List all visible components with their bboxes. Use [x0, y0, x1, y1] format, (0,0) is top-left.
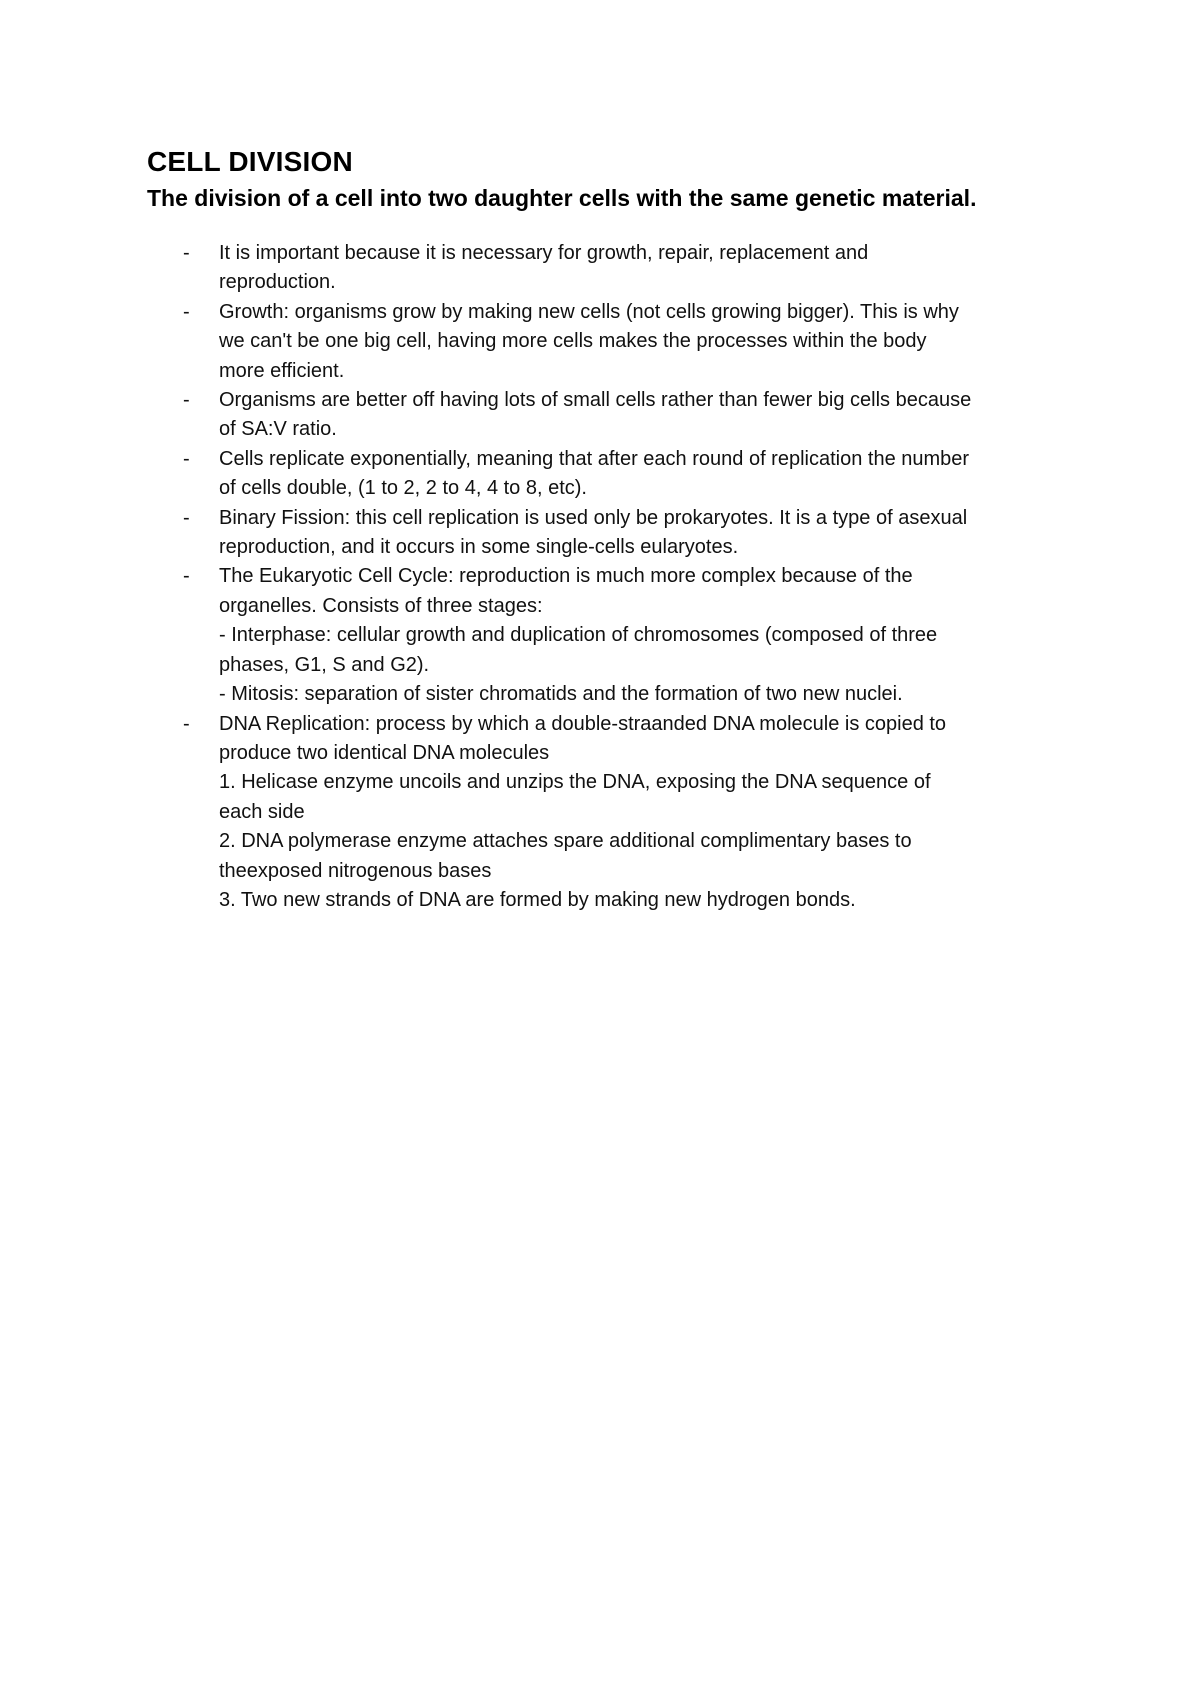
bullet-text-line: theexposed nitrogenous bases: [219, 859, 492, 882]
bullet-dash: -: [183, 506, 190, 529]
bullet-text-line: 1. Helicase enzyme uncoils and unzips the DNA, exposing the DNA sequence of: [219, 771, 931, 794]
bullet-text-line: of SA:V ratio.: [219, 418, 337, 441]
document-content: [147, 145, 1067, 915]
bullet-text-line: Growth: organisms grow by making new cells (not cells growing bigger). This is why: [219, 300, 959, 323]
bullet-text-line: The Eukaryotic Cell Cycle: reproduction is much more complex because of the: [219, 565, 913, 588]
bullet-text-line: phases, G1, S and G2).: [219, 653, 430, 676]
list-item: [147, 504, 1067, 563]
bullet-text-line: more efficient.: [219, 359, 345, 382]
list-item: [147, 298, 1067, 386]
bullet-dash: -: [183, 300, 190, 323]
bullet-text-line: we can't be one big cell, having more cells makes the processes within the body: [219, 330, 927, 353]
bullet-text-line: DNA Replication: process by which a double-straanded DNA molecule is copied to: [219, 712, 947, 735]
bullet-dash: -: [183, 389, 190, 412]
bullet-dash: -: [183, 242, 190, 264]
bullet-text-line: - Mitosis: separation of sister chromatids and the formation of two new nuclei.: [219, 683, 903, 706]
bullet-text-line: of cells double, (1 to 2, 2 to 4, 4 to 8, etc).: [219, 477, 587, 500]
bullet-text-line: reproduction, and it occurs in some single-cells eularyotes.: [219, 536, 739, 559]
bullet-text-line: Organisms are better off having lots of small cells rather than fewer big cells because: [219, 389, 972, 412]
list-item: [147, 562, 1067, 709]
bullet-text-line: produce two identical DNA molecules: [219, 741, 550, 764]
bullet-text-line: Binary Fission: this cell replication is used only be prokaryotes. It is a type of asexual: [219, 506, 968, 529]
bullet-text-line: each side: [219, 800, 305, 823]
bullet-text-line: 2. DNA polymerase enzyme attaches spare additional complimentary bases to: [219, 830, 912, 853]
list-item: [147, 710, 1067, 916]
page-title: CELL DIVISION: [147, 146, 353, 177]
bullet-list: [147, 239, 1067, 915]
bullet-text-line: reproduction.: [219, 271, 336, 294]
bullet-text-line: 3. Two new strands of DNA are formed by making new hydrogen bonds.: [219, 888, 856, 911]
bullet-dash: -: [183, 712, 190, 735]
bullet-text-line: It is important because it is necessary for growth, repair, replacement and: [219, 242, 869, 264]
list-item: [147, 445, 1067, 504]
bullet-text-line: Cells replicate exponentially, meaning that after each round of replication the number: [219, 447, 970, 470]
bullet-text-line: - Interphase: cellular growth and duplication of chromosomes (composed of three: [219, 624, 938, 647]
bullet-text-line: organelles. Consists of three stages:: [219, 594, 543, 617]
page-subtitle: The division of a cell into two daughter cells with the same genetic material.: [147, 185, 977, 211]
bullet-dash: -: [183, 565, 190, 588]
list-item: [147, 239, 1067, 298]
list-item: [147, 386, 1067, 445]
bullet-dash: -: [183, 447, 190, 470]
